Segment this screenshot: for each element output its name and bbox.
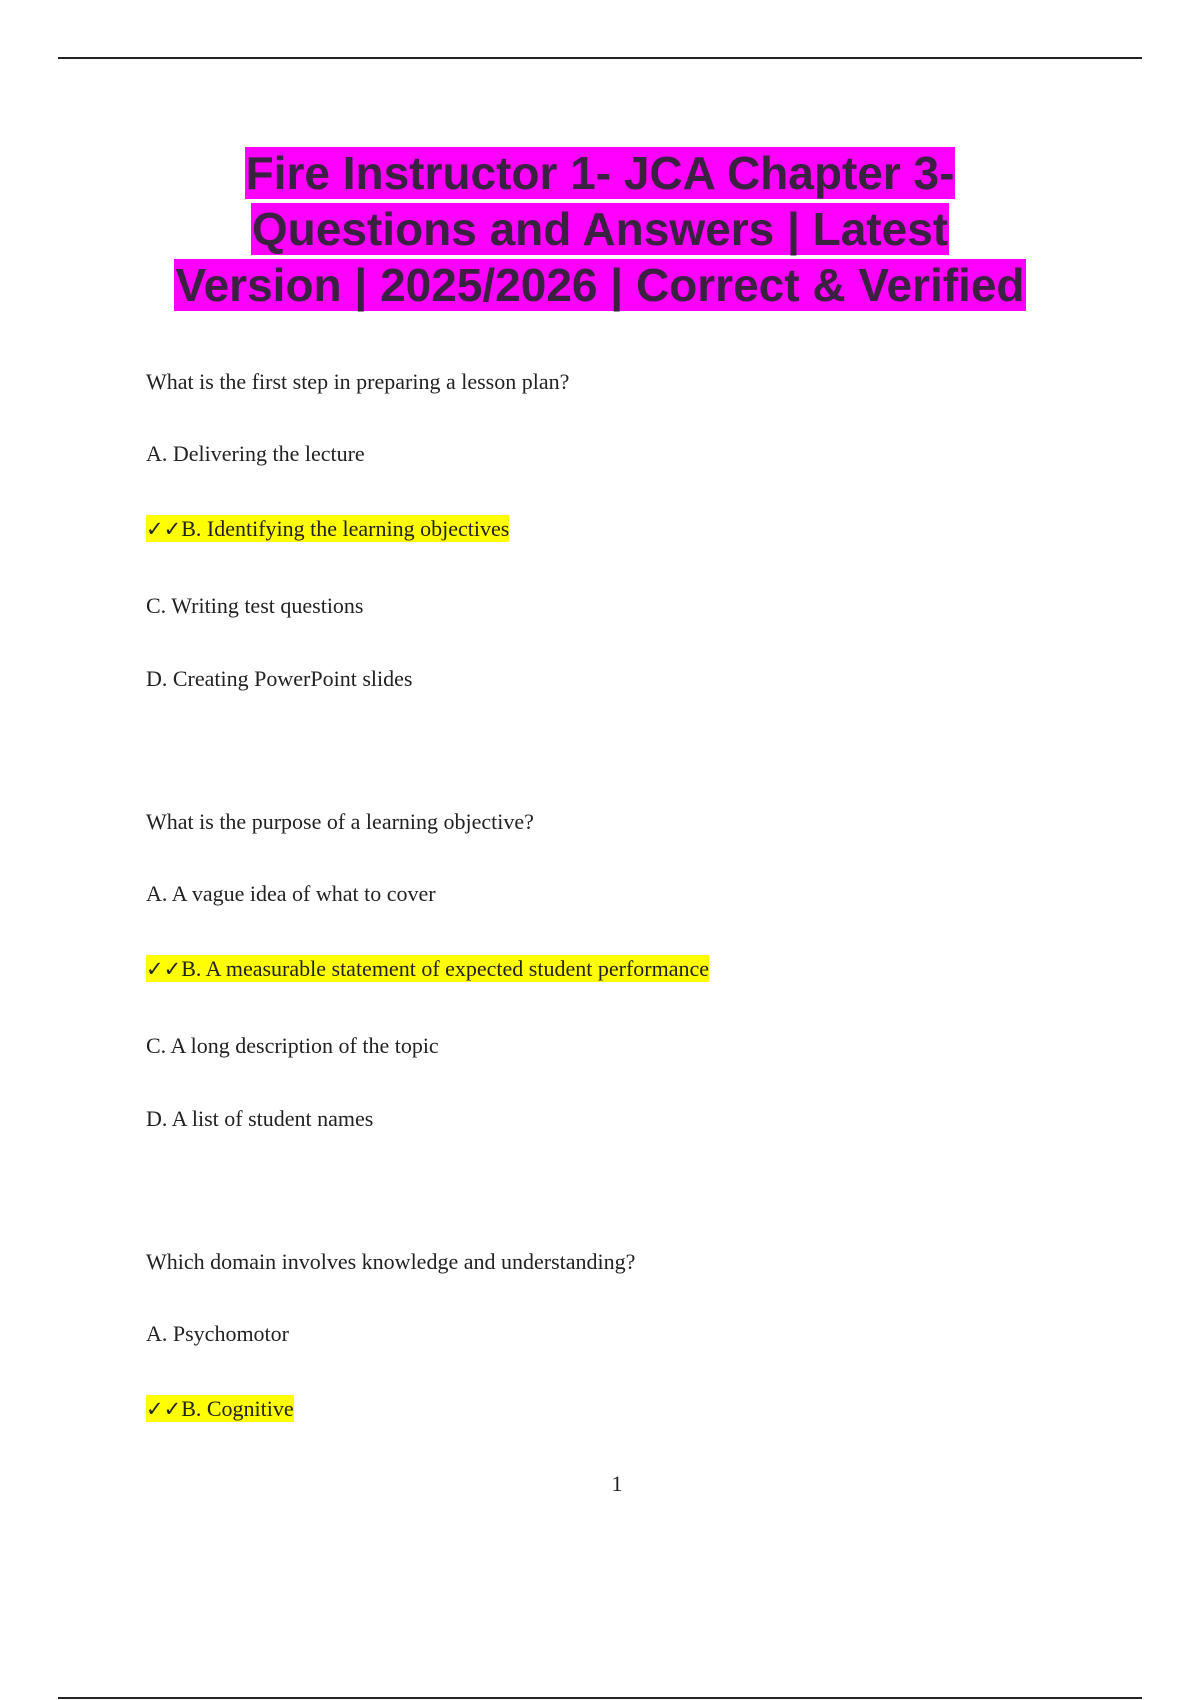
- answer-highlight: [146, 515, 509, 542]
- bottom-rule: [58, 1697, 1142, 1699]
- title-line-1: Fire Instructor 1- JCA Chapter 3-: [245, 147, 955, 199]
- question-2-option-d: D. A list of student names: [146, 1106, 374, 1131]
- question-1-option-a: A. Delivering the lecture: [146, 441, 365, 466]
- answer-highlight: [146, 955, 709, 982]
- check-mark-icon: ✓✓: [146, 517, 182, 541]
- question-1-option-c: C. Writing test questions: [146, 593, 364, 618]
- check-mark-icon: ✓✓: [146, 957, 182, 981]
- option-label: B. Identifying the learning objectives: [181, 516, 510, 541]
- option-label: B. A measurable statement of expected student performance: [181, 956, 710, 981]
- question-2-text: What is the purpose of a learning objective?: [146, 809, 534, 834]
- question-3-text: Which domain involves knowledge and understanding?: [146, 1249, 636, 1274]
- document-title: [100, 145, 1100, 313]
- top-rule: [58, 57, 1142, 59]
- question-2-option-c: C. A long description of the topic: [146, 1033, 439, 1058]
- question-1-option-b-correct: [146, 515, 509, 543]
- option-label: B. Cognitive: [181, 1396, 294, 1421]
- question-3-option-a: A. Psychomotor: [146, 1321, 289, 1346]
- title-line-3: Version | 2025/2026 | Correct & Verified: [175, 259, 1025, 311]
- answer-highlight: [146, 1395, 294, 1422]
- question-2-option-a: A. A vague idea of what to cover: [146, 881, 436, 906]
- check-mark-icon: ✓✓: [146, 1397, 182, 1421]
- page-number: 1: [611, 1471, 623, 1496]
- question-3-option-b-correct: [146, 1395, 294, 1423]
- question-1-option-d: D. Creating PowerPoint slides: [146, 666, 413, 691]
- title-line-2: Questions and Answers | Latest: [251, 203, 949, 255]
- question-2-option-b-correct: [146, 955, 709, 983]
- question-1-text: What is the first step in preparing a lesson plan?: [146, 369, 570, 394]
